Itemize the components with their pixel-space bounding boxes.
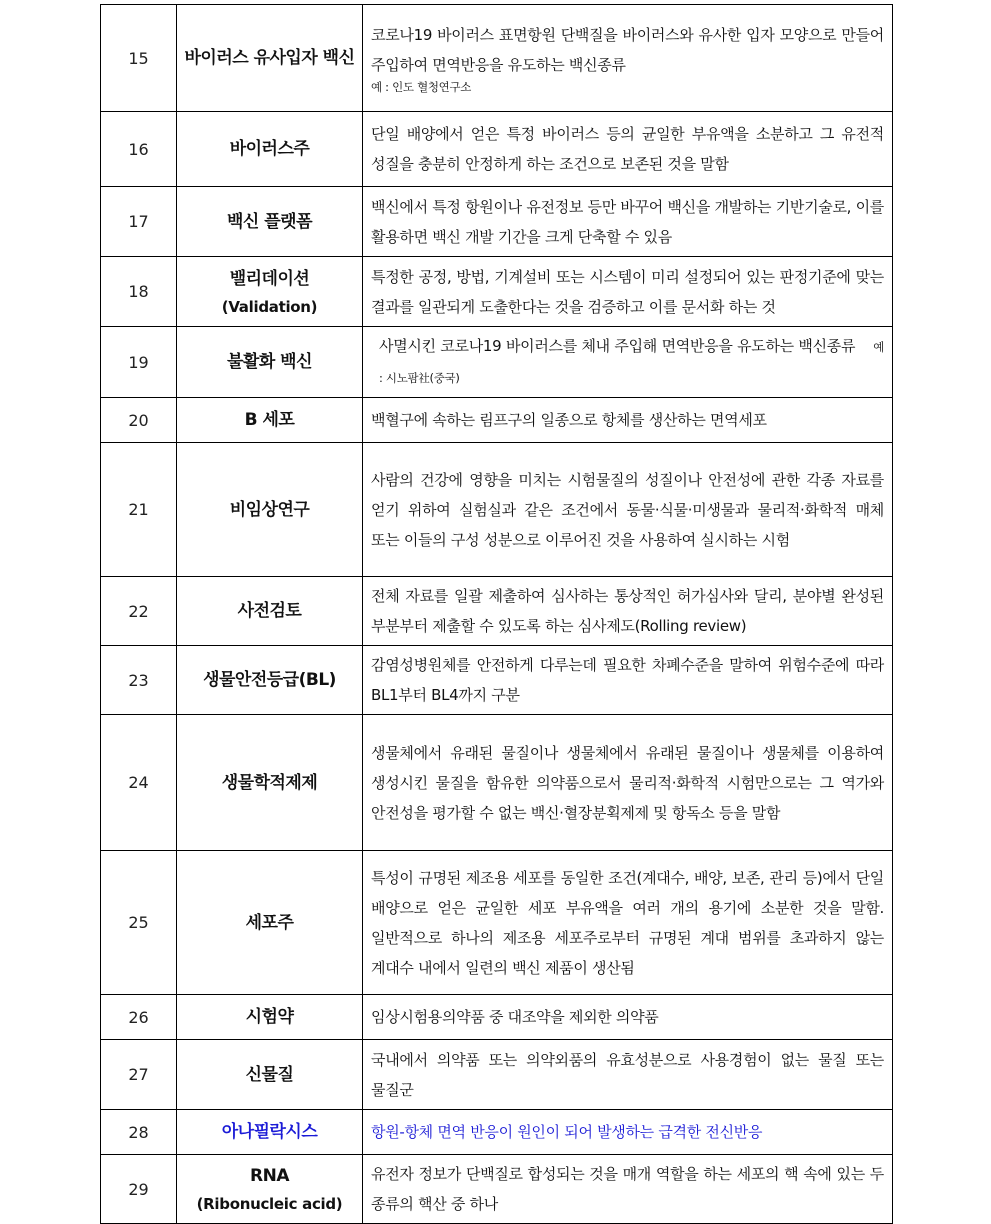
row-number: 20: [101, 398, 177, 443]
table-row: [101, 1155, 893, 1224]
definition-text: 항원-항체 면역 반응이 원인이 되어 발생하는 급격한 전신반응: [371, 1123, 763, 1141]
term-name: 밸리데이션: [229, 268, 310, 289]
definition-text: 임상시험용의약품 중 대조약을 제외한 의약품: [371, 1008, 659, 1026]
term-cell: [177, 112, 363, 187]
table-row: [101, 995, 893, 1040]
definition-text: 백혈구에 속하는 림프구의 일종으로 항체를 생산하는 면역세포: [371, 411, 767, 429]
row-number: 23: [101, 646, 177, 715]
row-number: 19: [101, 327, 177, 398]
term-cell: [177, 995, 363, 1040]
table-row: [101, 1040, 893, 1110]
term-name: 생물안전등급(BL): [203, 670, 336, 690]
row-number: 24: [101, 715, 177, 851]
glossary-table: [100, 4, 893, 1224]
row-number: 17: [101, 187, 177, 257]
table-row: [101, 257, 893, 327]
row-number: 26: [101, 995, 177, 1040]
definition-text: 단일 배양에서 얻은 특정 바이러스 등의 균일한 부유액을 소분하고 그 유전적 성질을 충분히 안정하게 하는 조건으로 보존된 것을 말함: [371, 125, 884, 173]
row-number: 27: [101, 1040, 177, 1110]
table-row: [101, 646, 893, 715]
term-name: 사전검토: [237, 601, 302, 621]
definition-cell: [363, 1040, 893, 1110]
definition-text: 코로나19 바이러스 표면항원 단백질을 바이러스와 유사한 입자 모양으로 만들어 주입하여 면역반응을 유도하는 백신종류: [371, 25, 884, 74]
table-row: [101, 1110, 893, 1155]
term-english: (Ribonucleic acid): [196, 1195, 343, 1213]
term-name: 신물질: [245, 1064, 294, 1085]
row-number: 25: [101, 851, 177, 995]
term-cell: [177, 1155, 363, 1224]
definition-text: 유전자 정보가 단백질로 합성되는 것을 매개 역할을 하는 세포의 핵 속에 있는 두 종류의 핵산 중 하나: [371, 1165, 884, 1213]
example-note: 예 : 시노팜社(중국): [379, 340, 884, 385]
term-cell: [177, 187, 363, 257]
definition-text: 감염성병원체를 안전하게 다루는데 필요한 차폐수준을 말하여 위험수준에 따라 BL1부터 BL4까지 구분: [371, 656, 884, 704]
row-number: 22: [101, 577, 177, 646]
definition-text: 백신에서 특정 항원이나 유전정보 등만 바꾸어 백신을 개발하는 기반기술로, 이를 활용하면 백신 개발 기간을 크게 단축할 수 있음: [371, 197, 884, 246]
definition-cell: [363, 851, 893, 995]
definition-text: 특정한 공정, 방법, 기계설비 또는 시스템이 미리 설정되어 있는 판정기준에 맞는 결과를 일관되게 도출한다는 것을 검증하고 이를 문서화 하는 것: [371, 267, 884, 316]
definition-cell: [363, 327, 893, 398]
definition-text: 사멸시킨 코로나19 바이러스를 체내 주입해 면역반응을 유도하는 백신종류: [379, 337, 856, 355]
definition-cell: [363, 398, 893, 443]
term-cell: [177, 5, 363, 112]
table-row: [101, 327, 893, 398]
term-cell: [177, 327, 363, 398]
term-cell: [177, 1110, 363, 1155]
term-name: 생물학적제제: [221, 772, 318, 793]
definition-cell: [363, 995, 893, 1040]
term-cell: [177, 715, 363, 851]
table-row: [101, 187, 893, 257]
term-name: 세포주: [245, 912, 294, 933]
row-number: 21: [101, 443, 177, 577]
definition-text: 생물체에서 유래된 물질이나 생물체에서 유래된 물질이나 생물체를 이용하여 생성시킨 물질을 함유한 의약품으로서 물리적·화학적 시험만으로는 그 역가와 안전성을 평가할 수 없는 백신·혈장분획제제 및 항독소 등을 말함: [371, 743, 884, 822]
definition-text: 전체 자료를 일괄 제출하여 심사하는 통상적인 허가심사와 달리, 분야별 완성된 부분부터 제출할 수 있도록 하는 심사제도(Rolling review): [371, 587, 884, 635]
definition-text: 특성이 규명된 제조용 세포를 동일한 조건(계대수, 배양, 보존, 관리 등)에서 단일 배양으로 얻은 균일한 세포 부유액을 여러 개의 용기에 소분한 것을 말함. 일반적으로 하나의 제조용 세포주로부터 규명된 계대 범위를 초과하지 않는 계대수 내에서 일련의 백신 제품이 생산됨: [371, 868, 884, 977]
row-number: 15: [101, 5, 177, 112]
table-row: [101, 715, 893, 851]
table-row: [101, 577, 893, 646]
term-cell: [177, 851, 363, 995]
row-number: 18: [101, 257, 177, 327]
term-name: 비임상연구: [229, 499, 310, 520]
term-cell: [177, 398, 363, 443]
definition-text: 사람의 건강에 영향을 미치는 시험물질의 성질이나 안전성에 관한 각종 자료를 얻기 위하여 실험실과 같은 조건에서 동물·식물·미생물과 물리적·화학적 매체 또는 이들의 구성 성분으로 이루어진 것을 사용하여 실시하는 시험: [371, 470, 884, 549]
definition-cell: [363, 5, 893, 112]
row-number: 29: [101, 1155, 177, 1224]
definition-cell: [363, 646, 893, 715]
term-name: 바이러스 유사입자 백신: [184, 48, 355, 68]
term-cell: [177, 443, 363, 577]
definition-cell: [363, 443, 893, 577]
term-cell: [177, 577, 363, 646]
table-row: [101, 851, 893, 995]
term-name: 백신 플랫폼: [226, 211, 313, 232]
definition-cell: [363, 112, 893, 187]
definition-cell: [363, 715, 893, 851]
definition-cell: [363, 577, 893, 646]
term-name: RNA: [250, 1166, 289, 1186]
row-number: 28: [101, 1110, 177, 1155]
definition-cell: [363, 187, 893, 257]
term-english: (Validation): [221, 297, 318, 316]
row-number: 16: [101, 112, 177, 187]
term-name: 시험약: [245, 1007, 294, 1027]
example-note: 예 : 인도 혈청연구소: [371, 79, 472, 94]
definition-text: 국내에서 의약품 또는 의약외품의 유효성분으로 사용경험이 없는 물질 또는 물질군: [371, 1050, 884, 1099]
term-cell: [177, 257, 363, 327]
term-cell: [177, 1040, 363, 1110]
term-cell: [177, 646, 363, 715]
term-name: 아나필락시스: [221, 1122, 318, 1142]
definition-cell: [363, 1110, 893, 1155]
table-row: [101, 5, 893, 112]
term-name: B 세포: [244, 410, 295, 430]
term-name: 불활화 백신: [226, 352, 313, 372]
definition-cell: [363, 257, 893, 327]
table-row: [101, 398, 893, 443]
term-name: 바이러스주: [229, 139, 310, 159]
table-row: [101, 443, 893, 577]
table-row: [101, 112, 893, 187]
definition-cell: [363, 1155, 893, 1224]
